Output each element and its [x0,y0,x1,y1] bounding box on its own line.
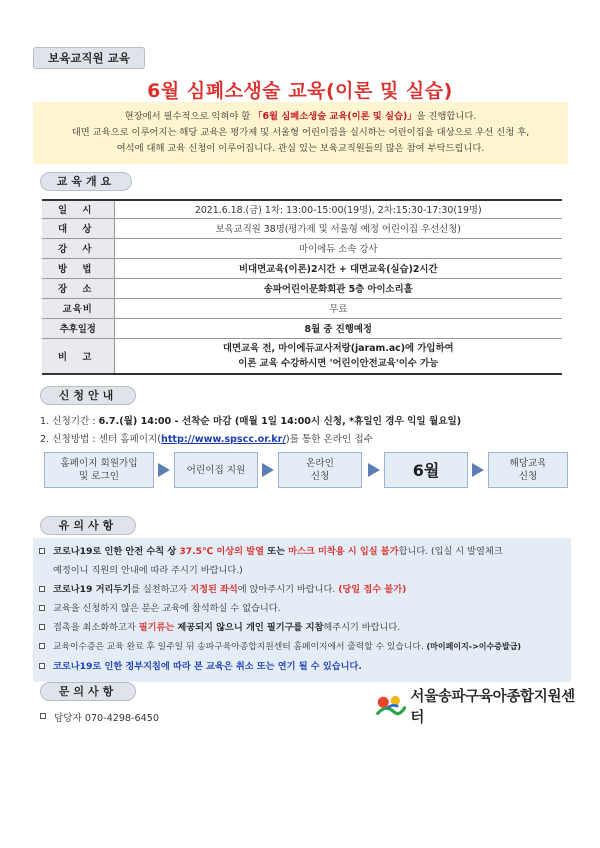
step-label: 해당교육 [509,458,547,469]
step-label: 6월 [412,460,440,480]
square-bullet-icon [40,713,46,719]
contact-phone: 담당자 070-4298-6450 [54,713,159,724]
arrow-right-icon [368,463,380,477]
step-center-support [174,452,258,488]
note-text: 예정이니 직원의 안내에 따라 주시기 바랍니다.) [53,565,243,576]
page-title: 6월 심폐소생술 교육(이론 및 실습) [147,80,453,102]
row-label: 비 고 [42,338,114,374]
square-bullet-icon [39,548,45,554]
row-label: 대 상 [42,218,114,238]
apply-method-post: )를 통한 온라인 접수 [285,434,373,445]
contact-line [40,710,159,724]
arrow-right-icon [472,463,484,477]
row-value: 무료 [114,298,562,318]
step-label: 및 로그인 [78,471,120,482]
intro-line-2: 대면 교육으로 이루어지는 해당 교육은 평가제 및 서울형 어린이집을 실시하는 어린이집을 대상으로 우선 신청 후, [71,127,530,138]
step-label: 어린이집 지원 [186,464,246,476]
note-text: 합니다. (입실 시 발열체크 [398,546,503,557]
row-label: 강 사 [42,238,114,258]
center-logo-icon [375,692,406,720]
intro-line-3: 여석에 대해 교육 신청이 이루어집니다. 관심 있는 보육교직원들의 많은 참여 부탁드립니다. [116,143,485,154]
row-value: 송파어린이문화회관 5층 아이소리홀 [114,278,562,298]
square-bullet-icon [39,586,45,592]
intro-line-1 [33,109,568,125]
arrow-right-icon [262,463,274,477]
row-label: 장 소 [42,278,114,298]
row-value: 8월 중 진행예정 [114,318,562,338]
note-emphasis: 마스크 미착용 시 입실 불가 [288,546,399,557]
row-value: 비대면교육(이론)2시간 + 대면교육(실습)2시간 [114,258,562,278]
intro-line-1-pre: 현장에서 필수적으로 익혀야 할 [124,111,254,122]
step-label: 신청 [310,471,330,482]
notes-box [33,538,571,682]
note-item [39,599,565,618]
note-emphasis: 37.5℃ 이상의 발열 [179,546,264,557]
step-month [384,452,468,488]
section-apply-heading: 신청안내 [40,386,136,405]
note-text: 에 앉아주시기 바랍니다. [237,584,339,595]
step-label: 온라인 [306,458,334,469]
apply-period-note: (매월 1일 14:00시 신청, *휴일인 경우 익일 월요일) [231,416,462,427]
note-text: 또는 [263,546,289,557]
section-contact-heading: 문의사항 [40,682,136,701]
note-emphasis: (당일 접수 불가) [338,584,407,595]
note-text: 접촉을 최소화하고자 [53,622,139,633]
table-row [42,278,562,298]
note-text: 를 실천하고자 [131,584,191,595]
note-text: 코로나19 거리두기 [53,584,132,595]
center-logo-text: 서울송파구육아종합지원센터 [410,689,575,726]
row-value: 마이에듀 소속 강사 [114,238,562,258]
note-emphasis: 코로나19로 인한 정부지침에 따라 본 교육은 취소 또는 연기 될 수 있습니다. [53,661,362,672]
table-row [42,318,562,338]
apply-period-label: 1. 신청기간 : [40,416,99,427]
row-label: 방 법 [42,258,114,278]
remark-line-2: 이론 교육 수강하시면 '어린이안전교육'이수 가능 [238,357,439,369]
note-item [39,637,565,657]
table-row [42,218,562,238]
table-row [42,258,562,278]
row-label: 일 시 [42,200,114,218]
section-notes-heading: 유의사항 [40,516,136,535]
table-row [42,298,562,318]
step-label: 홈페이지 회원가입 [60,458,138,469]
note-text: 교육이수증은 교육 완료 후 일주일 뒤 송파구육아종합지원센터 홈페이지에서 출력할 수 있습니다. [53,642,427,652]
apply-method [40,431,373,445]
row-value: 2021.6.18.(금) 1차: 13:00-15:00(19명), 2차:15:30-17:30(19명) [114,200,562,218]
step-signup [44,452,154,488]
note-text: (마이페이지->이수증발급) [426,642,522,651]
apply-period-value: 6.7.(월) 14:00 - 선착순 마감 [98,416,232,427]
note-emphasis: 필기류는 [138,622,175,633]
remark-line-1: 대면교육 전, 마이에듀교사저랑(jaram.ac)에 가입하여 [222,342,454,354]
apply-period [40,413,461,427]
step-course-apply [488,452,568,488]
intro-line-1-post: 을 진행합니다. [416,111,477,122]
table-row [42,238,562,258]
category-label: 보육교직원 교육 [33,47,145,69]
row-value: 보육교직원 38명(평가제 및 서울형 예정 어린이집 우선신청) [114,218,562,238]
note-emphasis: 지정된 좌석 [190,584,238,595]
intro-box [33,102,568,164]
row-label: 추후일정 [42,318,114,338]
note-item [39,657,565,676]
overview-table [42,199,562,375]
table-row [42,338,562,374]
intro-highlight: 「6월 심폐소생술 교육(이론 및 실습)」 [253,111,417,122]
row-label: 교육비 [42,298,114,318]
note-item [39,542,565,580]
section-overview-heading: 교육개요 [40,172,132,191]
square-bullet-icon [39,663,45,669]
apply-method-label: 2. 신청방법 : 센터 홈페이지( [40,434,162,445]
note-item [39,618,565,637]
step-label: 신청 [518,471,538,482]
note-item [39,580,565,599]
note-text: 코로나19로 인한 안전 수칙 상 [53,546,180,557]
center-logo [375,689,575,726]
arrow-right-icon [158,463,170,477]
row-value [114,338,562,374]
homepage-link[interactable]: http://www.spscc.or.kr/ [161,434,286,445]
note-text: 제공되지 않으니 개인 필기구를 지참 [174,622,324,633]
square-bullet-icon [39,624,45,630]
square-bullet-icon [39,605,45,611]
square-bullet-icon [39,643,45,649]
note-text: 해주시기 바랍니다. [323,622,401,633]
step-online-apply [278,452,362,488]
note-text: 교육을 신청하지 않은 분은 교육에 참석하실 수 없습니다. [53,603,281,614]
table-row [42,200,562,218]
